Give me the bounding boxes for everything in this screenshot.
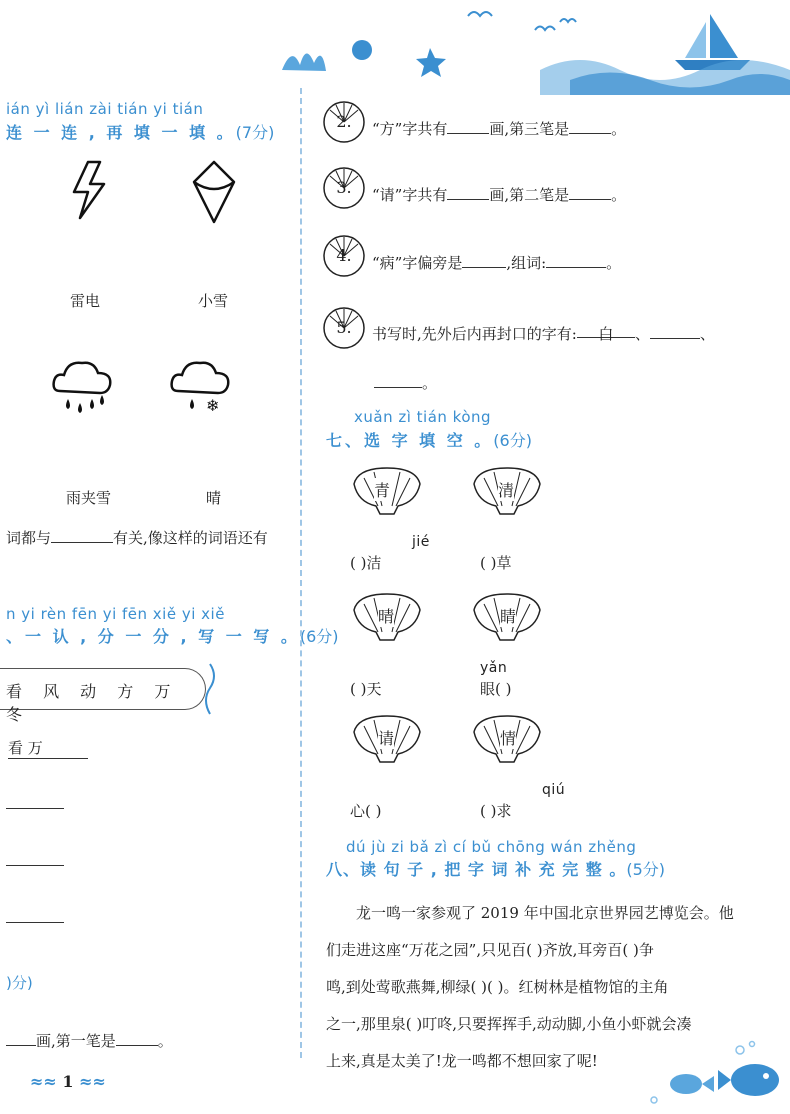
section-pinyin: ián yì lián zài tián yi tián <box>6 100 204 118</box>
page-number: ≈≈ 1 ≈≈ <box>30 1072 106 1091</box>
question-text: 。 <box>374 372 437 393</box>
fish-icon <box>718 1064 779 1096</box>
question-text: “病”字偏旁是 ,组词: 。 <box>372 254 622 272</box>
section-pinyin: n yi rèn fēn yi fēn xiě yi xiě <box>6 605 225 623</box>
weather-label: 晴 <box>206 489 222 507</box>
seagull-icon <box>468 12 576 30</box>
word-box-text: 看 风 动 方 万 冬 <box>6 682 179 724</box>
section-heading <box>6 624 339 647</box>
weather-label: 雷电 <box>70 292 101 310</box>
blank-line[interactable] <box>546 253 606 268</box>
starfish-icon <box>416 48 446 77</box>
weather-label: 雨夹雪 <box>66 489 112 507</box>
blank-line[interactable] <box>6 1031 36 1046</box>
section-heading <box>326 857 665 880</box>
character: 情 <box>500 726 516 749</box>
question-text: “请”字共有 画,第二笔是 。 <box>372 186 627 204</box>
coral-icon <box>282 53 326 71</box>
points-label: (7分) <box>235 123 275 142</box>
blank-line[interactable] <box>462 253 506 268</box>
question-number: 3. <box>336 178 352 197</box>
character: 睛 <box>500 604 516 627</box>
fill-sentence: 词都与 有关,像这样的词语还有 <box>6 529 268 547</box>
blank-line[interactable] <box>447 185 489 200</box>
blank-line[interactable] <box>116 1031 158 1046</box>
question-number: 5. <box>336 318 352 337</box>
shell-card <box>470 712 544 768</box>
passage-line: 上来,真是太美了!龙一鸣都不想回家了呢! <box>326 1052 598 1070</box>
section-heading <box>326 428 532 451</box>
shell-card <box>350 590 424 646</box>
blank-line[interactable] <box>569 185 611 200</box>
blank-line[interactable] <box>447 119 489 134</box>
section-pinyin: dú jù zi bǎ zì cí bǔ chōng wán zhěng <box>346 838 637 856</box>
character: 青 <box>374 478 390 501</box>
blank-line[interactable] <box>650 324 700 339</box>
blank-line[interactable] <box>51 528 113 543</box>
svg-text:❄: ❄ <box>206 396 220 415</box>
section-pinyin: xuǎn zì tián kòng <box>354 408 492 426</box>
fill-paren[interactable]: ( )洁 <box>350 554 382 572</box>
heading-text: 七、选 字 填 空 。 <box>326 431 494 450</box>
category-line: 看 万 <box>8 737 88 759</box>
shell-card <box>470 464 544 520</box>
blank-line[interactable] <box>569 119 611 134</box>
fill-paren[interactable]: ( )草 <box>480 554 512 572</box>
pinyin-hint: yǎn <box>480 660 508 676</box>
passage-line: 们走进这座“万花之园”,只见百( )齐放,耳旁百( )争 <box>326 941 654 959</box>
shell-card <box>470 590 544 646</box>
header-decoration <box>270 0 790 95</box>
points-label: )分) <box>6 974 33 992</box>
heading-text: 八、读 句 子 , 把 字 词 补 充 完 整 。 <box>326 860 627 879</box>
wave-decoration <box>540 60 790 95</box>
column-divider <box>300 88 302 1058</box>
rain-cloud-icon <box>50 355 116 421</box>
section-heading <box>6 120 274 143</box>
seaweed-icon <box>200 660 220 716</box>
answer-line[interactable] <box>6 922 64 923</box>
fill-sentence: 画,第一笔是 。 <box>6 1030 173 1051</box>
character: 清 <box>498 478 514 501</box>
fill-paren[interactable]: ( )求 <box>480 802 512 820</box>
points-label: (6分) <box>299 627 339 646</box>
points-label: (5分) <box>626 860 666 879</box>
wave-icon: ≈≈ <box>79 1072 106 1091</box>
heading-text: 、一 认 , 分 一 分 , 写 一 写 。 <box>6 627 300 646</box>
example-answer: 白 <box>577 323 635 338</box>
character: 晴 <box>378 604 394 627</box>
heading-text: 连 一 连 , 再 填 一 填 。 <box>6 123 236 142</box>
fish-icon <box>670 1074 714 1094</box>
blank-line[interactable] <box>374 373 422 388</box>
wave-icon: ≈≈ <box>30 1072 57 1091</box>
passage-line: 龙一鸣一家参观了 2019 年中国北京世界园艺博览会。他 <box>356 904 734 922</box>
snow-cone-icon <box>190 160 238 226</box>
character: 请 <box>378 726 394 749</box>
question-number: 2. <box>336 112 352 131</box>
pinyin-hint: jié <box>412 534 430 550</box>
points-label: (6分) <box>493 431 532 450</box>
shell-card <box>350 712 424 768</box>
passage-line: 鸣,到处莺歌燕舞,柳绿( )( )。红树林是植物馆的主角 <box>326 978 669 996</box>
question-text: “方”字共有 画,第三笔是 。 <box>372 120 627 138</box>
pinyin-hint: qiú <box>542 782 566 798</box>
lightning-icon <box>70 160 110 220</box>
fill-paren[interactable]: 心( ) <box>350 802 382 820</box>
weather-label: 小雪 <box>198 292 229 310</box>
snow-cloud-icon <box>168 355 238 421</box>
answer-line[interactable] <box>6 808 64 809</box>
passage-line: 之一,那里泉( )叮咚,只要挥挥手,动动脚,小鱼小虾就会凑 <box>326 1015 692 1033</box>
fish-decoration <box>640 1040 790 1114</box>
fill-paren[interactable]: 眼( ) <box>480 680 512 698</box>
shell-icon <box>352 40 372 60</box>
answer-line[interactable] <box>6 865 64 866</box>
fill-paren[interactable]: ( )天 <box>350 680 382 698</box>
question-number: 4. <box>336 246 352 265</box>
word-box <box>0 668 206 724</box>
question-text: 书写时,先外后内再封口的字有: 白 、 、 <box>372 325 715 343</box>
shell-card <box>350 464 424 520</box>
